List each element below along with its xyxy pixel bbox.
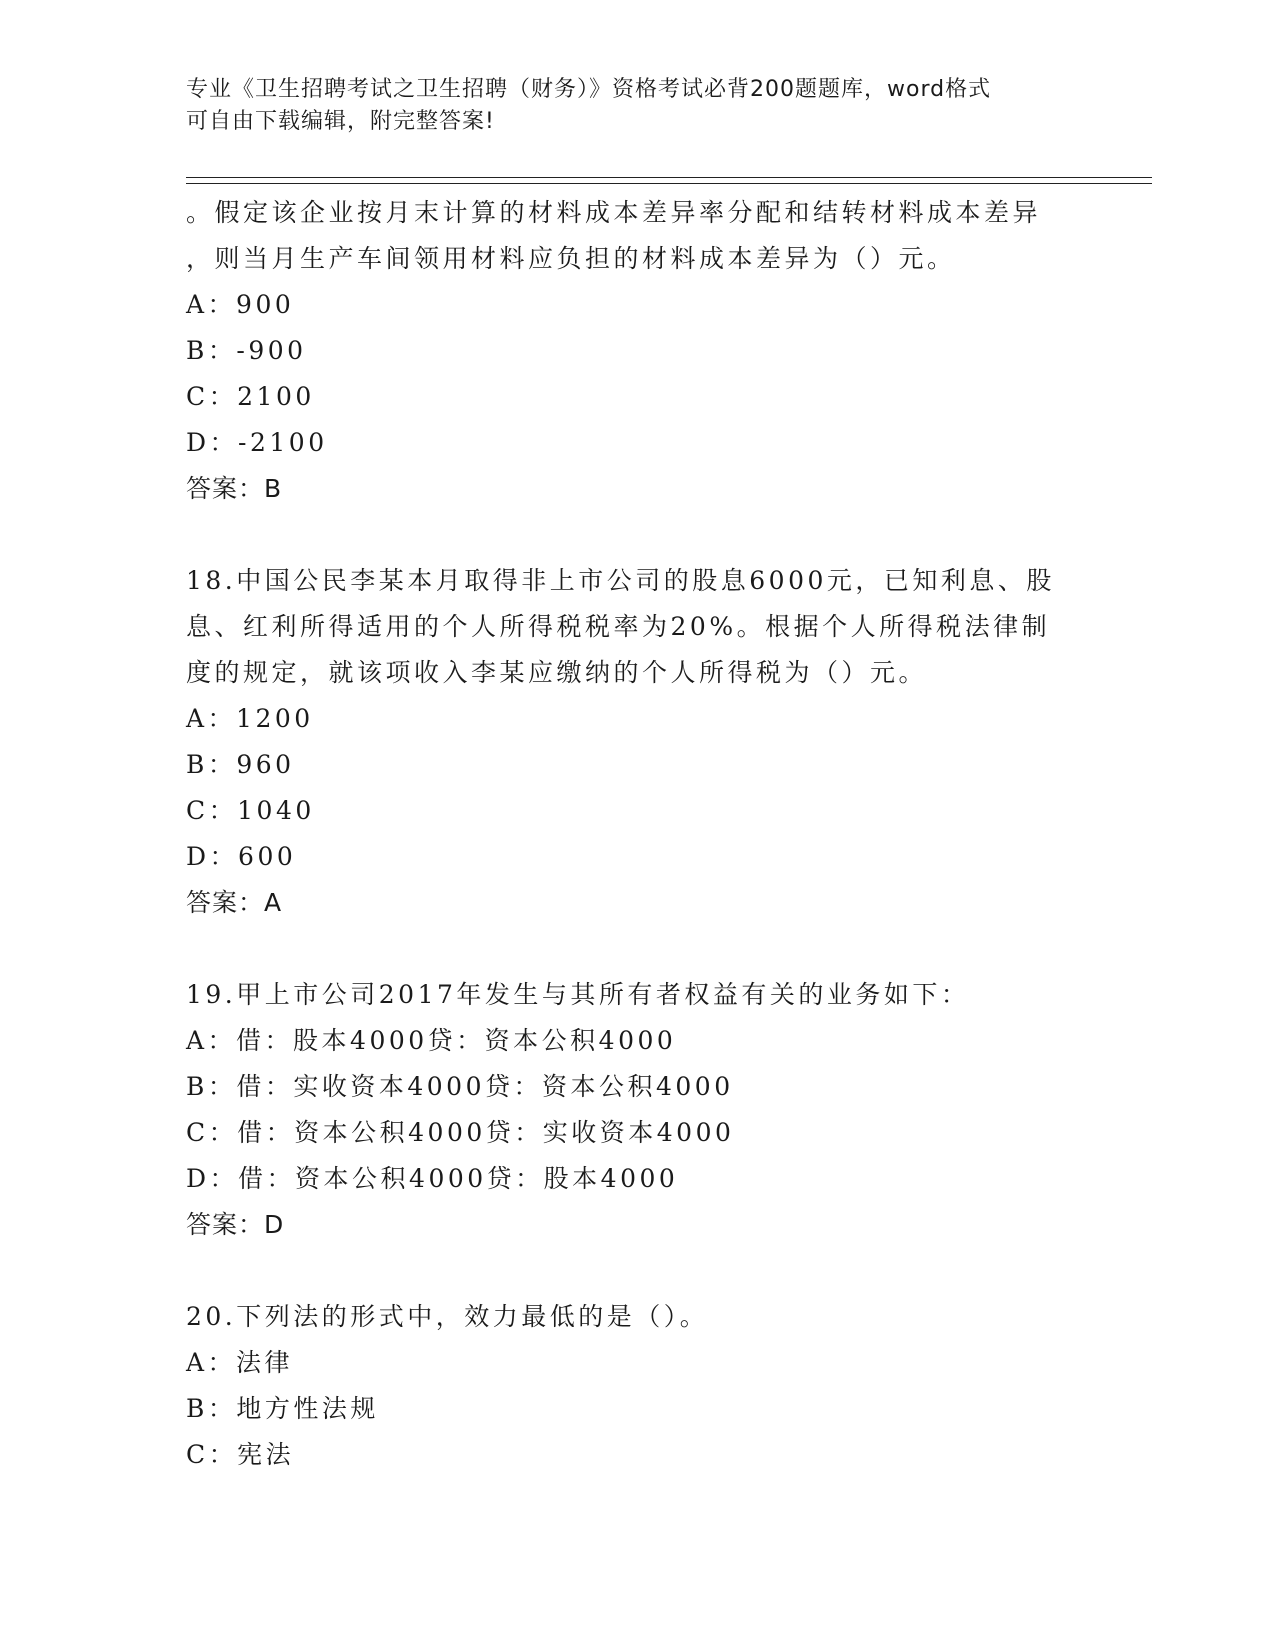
answer-line: 答案：B (186, 474, 283, 503)
question-stem-line: 19.甲上市公司2017年发生与其所有者权益有关的业务如下： (186, 980, 970, 1009)
option-b: B：960 (186, 750, 295, 779)
question-stem-line: 18.中国公民李某本月取得非上市公司的股息6000元，已知利息、股 (186, 566, 1055, 595)
question-stem-line: 。假定该企业按月末计算的材料成本差异率分配和结转材料成本差异 (186, 198, 1042, 227)
question-19 (186, 972, 1086, 1248)
header-title-line-1: 专业《卫生招聘考试之卫生招聘（财务）》资格考试必背200题题库，word格式 (186, 77, 992, 102)
header-rule-bottom (186, 183, 1152, 184)
option-d: D：600 (186, 842, 297, 871)
option-a: A：900 (186, 290, 295, 319)
option-a: A：1200 (186, 704, 314, 733)
question-spacer (186, 1248, 1086, 1294)
question-stem-line: 20.下列法的形式中，效力最低的是（）。 (186, 1302, 709, 1331)
option-d: D：-2100 (186, 428, 328, 457)
option-a: A：法律 (186, 1348, 294, 1377)
option-b: B：-900 (186, 336, 307, 365)
answer-line: 答案：D (186, 1210, 285, 1239)
question-17 (186, 190, 1086, 512)
answer-line: 答案：A (186, 888, 283, 917)
question-spacer (186, 512, 1086, 558)
question-stem-line: 度的规定，就该项收入李某应缴纳的个人所得税为（）元。 (186, 658, 928, 687)
question-stem-line: ，则当月生产车间领用材料应负担的材料成本差异为（）元。 (186, 244, 956, 273)
option-c: C：宪法 (186, 1440, 295, 1469)
question-stem-line: 息、红利所得适用的个人所得税税率为20%。根据个人所得税法律制 (186, 612, 1051, 641)
option-d: D：借：资本公积4000贷：股本4000 (186, 1164, 679, 1193)
option-c: C：2100 (186, 382, 315, 411)
question-list (186, 190, 1086, 1478)
question-18 (186, 558, 1086, 926)
document-header (186, 74, 1066, 138)
header-title-line-2: 可自由下载编辑，附完整答案! (186, 109, 495, 134)
option-c: C：借：资本公积4000贷：实收资本4000 (186, 1118, 735, 1147)
question-20 (186, 1294, 1086, 1478)
option-a: A：借：股本4000贷：资本公积4000 (186, 1026, 677, 1055)
option-c: C：1040 (186, 796, 315, 825)
header-rule-top (186, 177, 1152, 178)
option-b: B：借：实收资本4000贷：资本公积4000 (186, 1072, 734, 1101)
question-spacer (186, 926, 1086, 972)
option-b: B：地方性法规 (186, 1394, 379, 1423)
